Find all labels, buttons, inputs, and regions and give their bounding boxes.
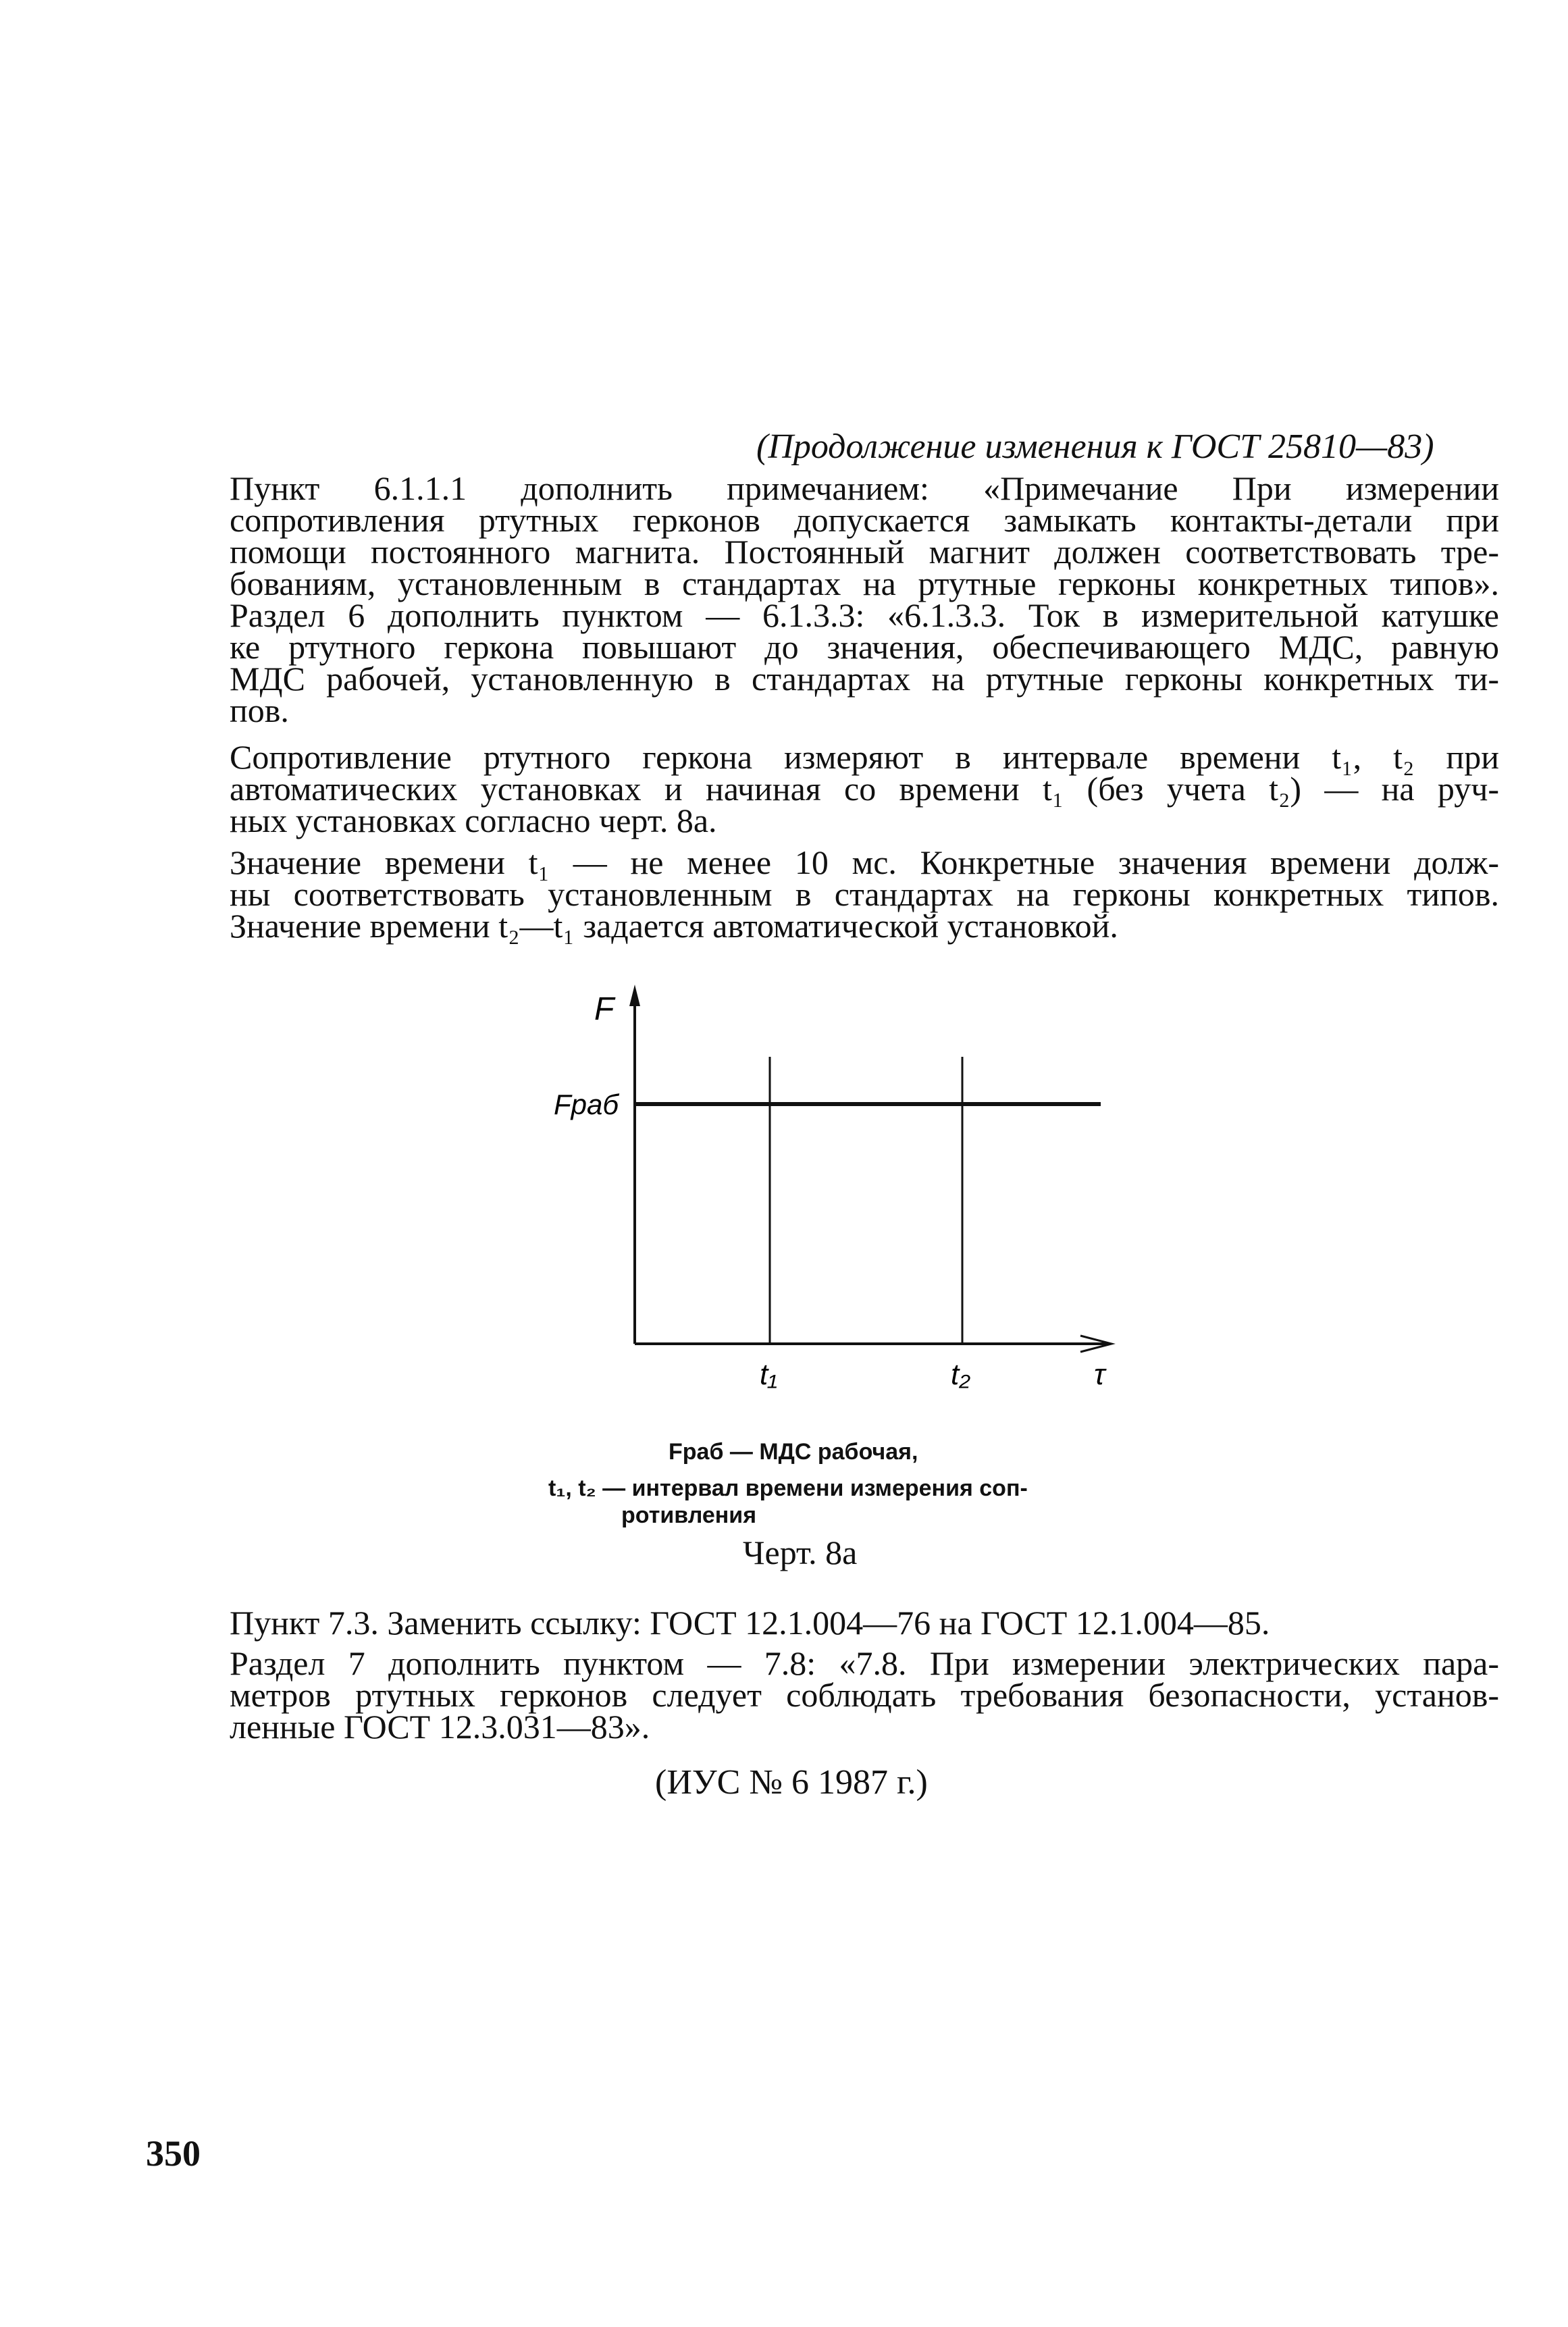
text-line: Раздел 7 дополнить пунктом — 7.8: «7.8. При измерении электрических пара- — [230, 1644, 1499, 1682]
t2-label: t₂ — [951, 1358, 971, 1391]
ius-reference: (ИУС № 6 1987 г.) — [655, 1763, 928, 1802]
text-line: помощи постоянного магнита. Постоянный магнит должен соответствовать тре- — [230, 533, 1499, 571]
text-line: Значение времени t₁ — не менее 10 мс. Конкретные значения времени долж- — [230, 843, 1499, 881]
text-line: ны соответствовать установленным в стандартах на герконы конкретных типов. — [230, 875, 1499, 913]
y-axis-arrow — [629, 985, 640, 1006]
text-line: ленные ГОСТ 12.3.031—83». — [230, 1708, 650, 1746]
text-line: Сопротивление ртутного геркона измеряют в интервале времени t₁, t₂ при — [230, 738, 1499, 776]
text-line: Значение времени t₂—t₁ задается автоматической установкой. — [230, 907, 1118, 945]
page-number: 350 — [146, 2133, 201, 2174]
continuation-header: (Продолжение изменения к ГОСТ 25810—83) — [756, 427, 1434, 466]
legend-line: Fраб — МДС рабочая, — [669, 1439, 918, 1465]
paragraph-7-8 — [230, 1644, 1499, 1746]
text-line: бованиям, установленным в стандартах на ртутные герконы конкретных типов». — [230, 565, 1499, 602]
paragraph-7-3 — [230, 1604, 1499, 1642]
text-line: ке ртутного геркона повышают до значения, обеспечивающего МДС, равную — [230, 628, 1499, 666]
level-label: Fраб — [554, 1089, 619, 1120]
figure-8a-diagram — [527, 979, 1134, 1411]
legend-line: ротивления — [621, 1502, 757, 1528]
y-axis-label: F — [594, 991, 615, 1027]
figure-caption: Черт. 8а — [743, 1534, 858, 1571]
t1-label: t₁ — [760, 1358, 778, 1391]
text-line: ных установках согласно черт. 8а. — [230, 802, 717, 839]
text-line: метров ртутных герконов следует соблюдать требования безопасности, установ- — [230, 1676, 1499, 1714]
paragraph-resistance — [230, 738, 1499, 839]
x-axis-label: τ — [1094, 1358, 1105, 1391]
text-line: Пункт 7.3. Заменить ссылку: ГОСТ 12.1.004—76 на ГОСТ 12.1.004—85. — [230, 1604, 1270, 1642]
text-line: автоматических установках и начиная со времени t₁ (без учета t₂) — на руч- — [230, 770, 1499, 808]
text-line: сопротивления ртутных герконов допускается замыкать контакты-детали при — [230, 501, 1499, 539]
legend-line: t₁, t₂ — интервал времени измерения соп- — [548, 1475, 1028, 1501]
paragraph-6-1-1-1 — [230, 469, 1499, 602]
text-line: Раздел 6 дополнить пунктом — 6.1.3.3: «6.1.3.3. Ток в измерительной катушке — [230, 596, 1499, 634]
text-line: Пункт 6.1.1.1 дополнить примечанием: «Примечание При измерении — [230, 469, 1499, 507]
text-line: МДС рабочей, установленную в стандартах на ртутные герконы конкретных ти- — [230, 660, 1499, 698]
paragraph-6-1-3-3 — [230, 596, 1499, 729]
text-line: пов. — [230, 691, 289, 729]
paragraph-time-value — [230, 843, 1499, 945]
